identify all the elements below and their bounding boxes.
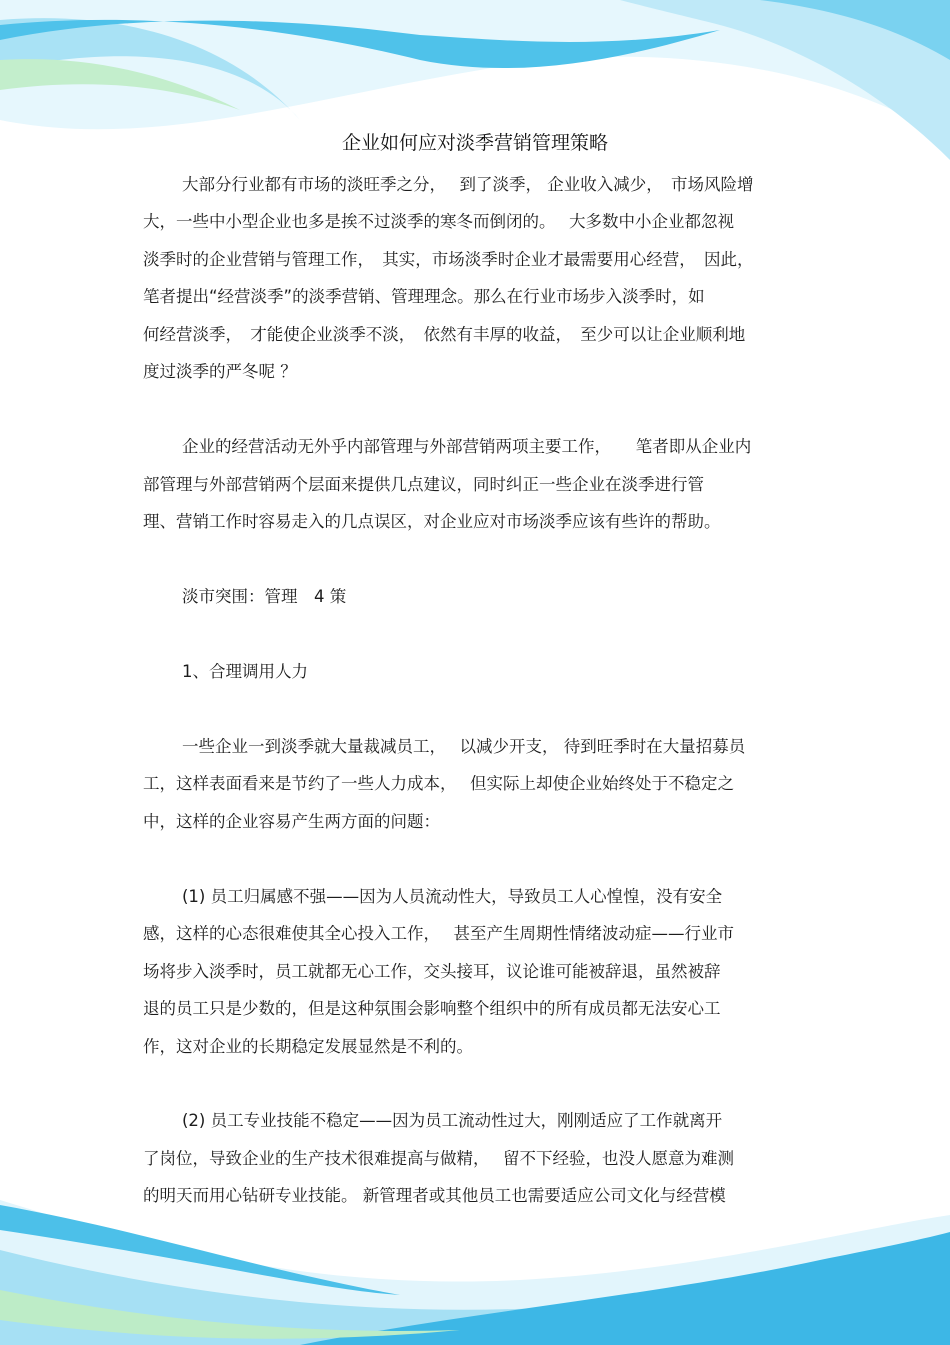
paragraph-3-line-3: 中，这样的企业容易产生两方面的问题： [143,812,440,831]
paragraph-5-line-3: 的明天而用心钻研专业技能。 新管理者或其他员工也需要适应公司文化与经营模 [143,1186,726,1205]
paragraph-1-line-1: 大部分行业都有市场的淡旺季之分， 到了淡季， 企业收入减少， 市场风险增 [182,175,754,194]
section-heading: 淡市突围：管理 4 策 [182,587,347,606]
paragraph-4-line-5: 作，这对企业的长期稳定发展显然是不利的。 [143,1037,473,1056]
paragraph-2-line-3: 理、营销工作时容易走入的几点误区，对企业应对市场淡季应该有些许的帮助。 [143,512,721,531]
paragraph-3-line-2: 工，这样表面看来是节约了一些人力成本， 但实际上却使企业始终处于不稳定之 [143,774,734,793]
paragraph-4-line-4: 退的员工只是少数的，但是这种氛围会影响整个组织中的所有成员都无法安心工 [143,999,721,1018]
paragraph-3-line-1: 一些企业一到淡季就大量裁减员工， 以减少开支， 待到旺季时在大量招募员 [182,737,746,756]
paragraph-4-line-3: 场将步入淡季时，员工就都无心工作，交头接耳，议论谁可能被辞退，虽然被辞 [143,962,721,981]
paragraph-4-line-2: 感，这样的心态很难使其全心投入工作， 甚至产生周期性情绪波动症——行业市 [143,924,734,943]
paragraph-5-line-2: 了岗位，导致企业的生产技术很难提高与做精， 留不下经验，也没人愿意为难测 [143,1149,734,1168]
paragraph-1-line-6: 度过淡季的严冬呢 ？ [143,362,297,381]
paragraph-2-line-1: 企业的经营活动无外乎内部管理与外部营销两项主要工作， 笔者即从企业内 [182,437,752,456]
document-title: 企业如何应对淡季营销管理策略 [341,132,608,154]
paragraph-5-line-1: (2) 员工专业技能不稳定——因为员工流动性过大，刚刚适应了工作就离开 [182,1111,723,1130]
paragraph-2-line-2: 部管理与外部营销两个层面来提供几点建议，同时纠正一些企业在淡季进行管 [143,475,704,494]
paragraph-1-line-3: 淡季时的企业营销与管理工作， 其实，市场淡季时企业才最需要用心经营， 因此， [143,250,754,269]
subheading-1: 1、合理调用人力 [182,662,308,681]
paragraph-4-line-1: (1) 员工归属感不强——因为人员流动性大，导致员工人心惶惶，没有安全 [182,887,723,906]
paragraph-1-line-2: 大，一些中小型企业也多是挨不过淡季的寒冬而倒闭的。 大多数中小企业都忽视 [143,212,734,231]
paragraph-1-line-5: 何经营淡季， 才能使企业淡季不淡， 依然有丰厚的收益， 至少可以让企业顺利地 [143,325,746,344]
paragraph-1-line-4: 笔者提出“经营淡季”的淡季营销、管理理念。那么在行业市场步入淡季时，如 [143,287,705,306]
